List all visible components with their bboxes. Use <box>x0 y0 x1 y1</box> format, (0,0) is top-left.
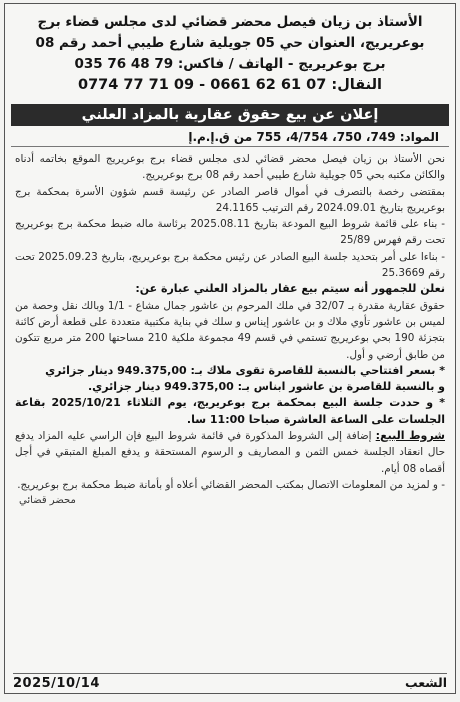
legal-articles: المواد: 749، 750، 4/754، 755 من ق.إ.م.إ <box>11 126 449 147</box>
notice-body <box>5 147 455 493</box>
publication-date: 2025/10/14 <box>13 676 100 691</box>
contact-paragraph: - و لمزيد من المعلومات الاتصال بمكتب المحضر القضائي أعلاه أو بأمانة ضبط محكمة برج بوعريريج. <box>17 478 445 491</box>
header-address-line: بوعريريج، العنوان حي 05 جويلية شارع طيبي أحمد رقم 08 <box>35 35 425 51</box>
session-order-paragraph: - بناءا على أمر بتحديد جلسة البيع الصادر عن رئيس محكمة برج بوعريريج، بتاريخ 2025.09.23 تحت رقم 25.3669 <box>15 250 446 280</box>
header-phone-fax-line: برج بوعريريج - الهاتف / فاكس: 79 48 76 035 <box>74 56 386 72</box>
header-name-line: الأستاذ بن زيان فيصل محضر قضائي لدى مجلس قضاء برج <box>37 14 423 30</box>
terms-paragraph <box>15 428 445 477</box>
conditions-deposit-paragraph: - بناء على قائمة شروط البيع المودعة بتاريخ 2025.08.11 برئاسة ماله ضبط محكمة برج بوعريريج تحت رقم فهرس 25/89 <box>15 218 446 247</box>
sale-session: * و حددت جلسة البيع بمحكمة برج بوعريريج، يوم الثلاثاء 2025/10/21 بقاعة الجلسات على الساعة العاشرة صباحا 11:00 سا. <box>15 396 445 426</box>
intro-paragraph: نحن الأستاذ بن زيان فيصل محضر قضائي لدى مجلس قضاء برج بوعريريج الموقع بخاتمه أدناه والكائن مكتبه بحي 05 جويلية شارع طيبي أحمد رقم 08 برج بوعريريج. <box>15 153 445 182</box>
publication-footer <box>13 673 447 691</box>
authorization-paragraph: بمقتضى رخصة بالتصرف في أموال قاصر الصادر عن رئيسة قسم شؤون الأسرة بمحكمة برج بوعريريج بتاريخ 2024.09.01 رقم الترتيب 24.1165 <box>15 185 445 214</box>
newspaper-name: الشعب <box>405 675 447 690</box>
header-mobile-line: النقال: 07 61 62 0661 - 09 71 77 0774 <box>78 77 382 93</box>
signature: محضر قضائي <box>19 495 76 507</box>
notice-title-banner: إعلان عن بيع حقوق عقارية بالمزاد العلني <box>11 104 449 126</box>
property-description: حقوق عقارية مقدرة بـ 32/07 في ملك المرحوم بن عاشور جمال مشاع - 1/1 وبالك نقل وحصة من لميس بن عاشور تأوي ملاك و بن عاشور إيناس و سلك في بناية مكتبية متعددة على قطعة أرض كائنة بتجزئة 190 بحي بوعريريج تستمي في قسم 49 مجموعة ملكية 210 مساحتها 200 متر مربع تتكون من طابق أرضي و أول. <box>15 299 446 361</box>
terms-label: شروط البيع: <box>375 429 446 443</box>
opening-price-1: * بسعر افتتاحي بالنسبة للقاصرة تقوى ملاك بـ: 949.375,00 دينار جزائري <box>45 363 445 377</box>
opening-price-2: و بالنسبة للقاصرة بن عاشور ابناس بـ: 949.375,00 دينار جزائري. <box>88 380 445 394</box>
terms-text: إضافة إلى الشروط المذكورة في قائمة شروط البيع فإن الراسي عليه المزاد يدفع حال انعقاد الجلسة خمس الثمن و المصاريف و الرسوم المستحقة و يدفع المبلغ المتبقي في أجل أقصاه 08 أيام. <box>15 430 445 475</box>
public-announcement: نعلن للجمهور أنه سيتم بيع عقار بالمزاد العلني عبارة عن: <box>135 282 445 296</box>
legal-notice <box>4 3 456 694</box>
bailiff-header <box>5 4 455 98</box>
